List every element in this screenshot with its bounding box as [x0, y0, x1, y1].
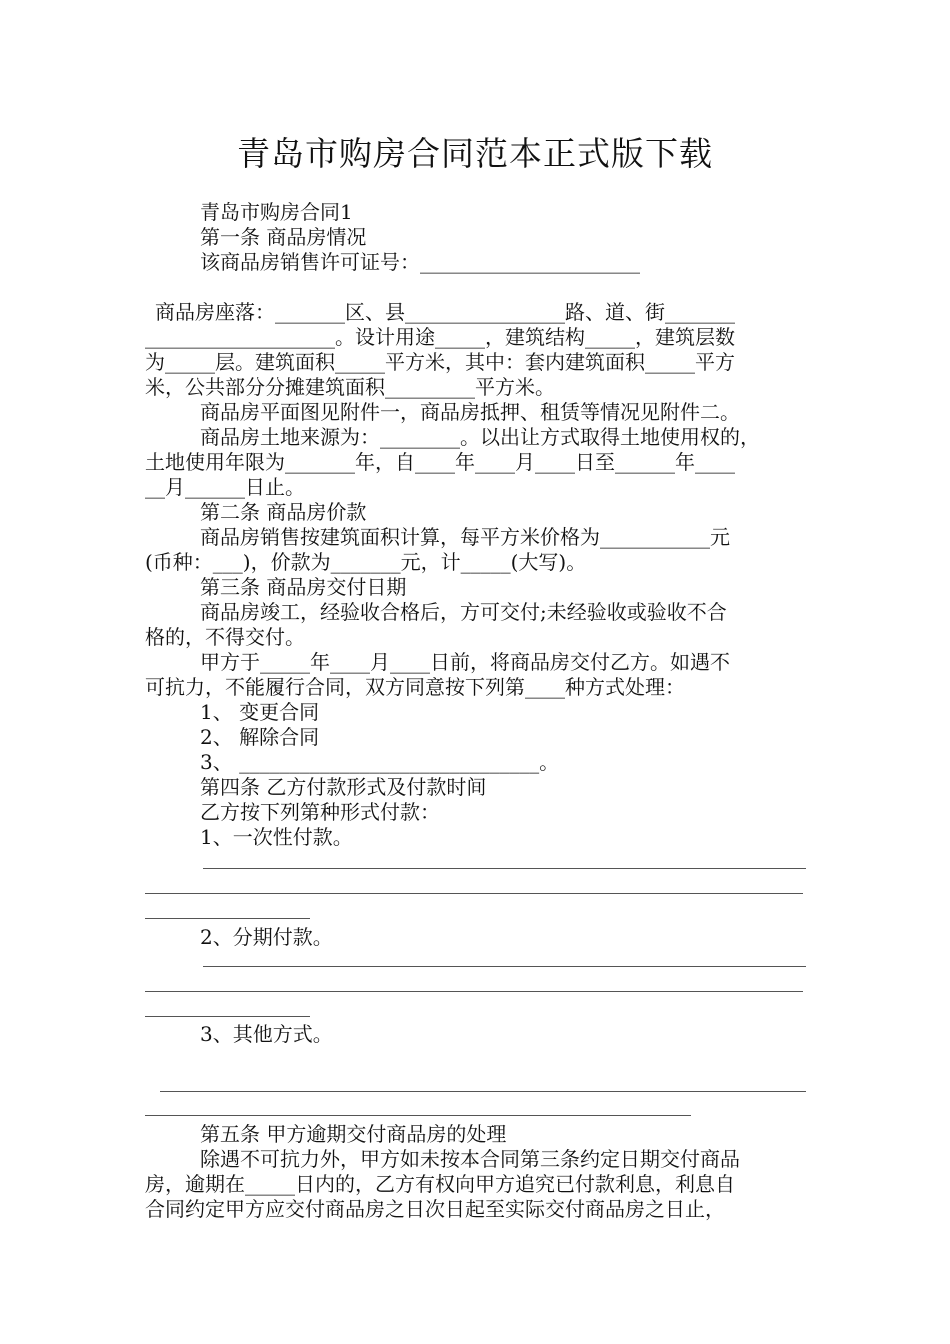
text-line: 房，逾期在_____日内的，乙方有权向甲方追究已付款利息，利息自: [145, 1172, 735, 1196]
article-1-heading: 第一条 商品房情况: [200, 225, 367, 249]
blank-line: [145, 991, 803, 992]
payment-option-3: 3、其他方式。: [200, 1022, 333, 1046]
text-line: ___________________。设计用途_____，建筑结构_____，建筑层数: [145, 325, 735, 349]
license-number-line: 该商品房销售许可证号：______________________: [200, 250, 640, 274]
text-line: 商品房平面图见附件一，商品房抵押、租赁等情况见附件二。: [200, 400, 740, 424]
text-line: __月______日止。: [145, 475, 305, 499]
article-5-heading: 第五条 甲方逾期交付商品房的处理: [200, 1122, 507, 1146]
blank-line: [145, 1016, 310, 1017]
location-line: 商品房座落：_______区、县________________路、道、街_______: [155, 300, 735, 324]
blank-line: [145, 1115, 691, 1116]
payment-option-2: 2、分期付款。: [200, 925, 333, 949]
article-4-heading: 第四条 乙方付款形式及付款时间: [200, 775, 487, 799]
blank-line: [145, 918, 310, 919]
text-line: 商品房土地来源为：________。以出让方式取得土地使用权的，: [200, 425, 760, 449]
contract-heading: 青岛市购房合同1: [200, 200, 353, 224]
blank-line: [203, 966, 806, 967]
option-2: 2、 解除合同: [200, 725, 320, 749]
article-3-heading: 第三条 商品房交付日期: [200, 575, 407, 599]
article-2-heading: 第二条 商品房价款: [200, 500, 367, 524]
text-line: 乙方按下列第种形式付款：: [200, 800, 440, 824]
document-title: 青岛市购房合同范本正式版下载: [237, 134, 713, 173]
option-1: 1、 变更合同: [200, 700, 320, 724]
text-line: 合同约定甲方应交付商品房之日次日起至实际交付商品房之日止，: [145, 1197, 725, 1221]
option-3: 3、 ______________________________。: [200, 750, 560, 774]
text-line: 商品房竣工，经验收合格后，方可交付;未经验收或验收不合: [200, 600, 727, 624]
text-line: 土地使用年限为_______年，自____年____月____日至______年____: [145, 450, 735, 474]
blank-line: [145, 893, 803, 894]
blank-line: [203, 868, 806, 869]
payment-option-1: 1、一次性付款。: [200, 825, 353, 849]
text-line: 甲方于_____年____月____日前，将商品房交付乙方。如遇不: [200, 650, 730, 674]
text-line: 格的，不得交付。: [145, 625, 305, 649]
text-line: 米，公共部分分摊建筑面积_________平方米。: [145, 375, 555, 399]
text-line: (币种：___)，价款为_______元，计_____(大写)。: [145, 550, 587, 574]
blank-line: [160, 1091, 806, 1092]
text-line: 为_____层。建筑面积_____平方米，其中：套内建筑面积_____平方: [145, 350, 735, 374]
text-line: 除遇不可抗力外，甲方如未按本合同第三条约定日期交付商品: [200, 1147, 740, 1171]
text-line: 可抗力，不能履行合同，双方同意按下列第____种方式处理：: [145, 675, 685, 699]
text-line: 商品房销售按建筑面积计算，每平方米价格为___________元: [200, 525, 730, 549]
